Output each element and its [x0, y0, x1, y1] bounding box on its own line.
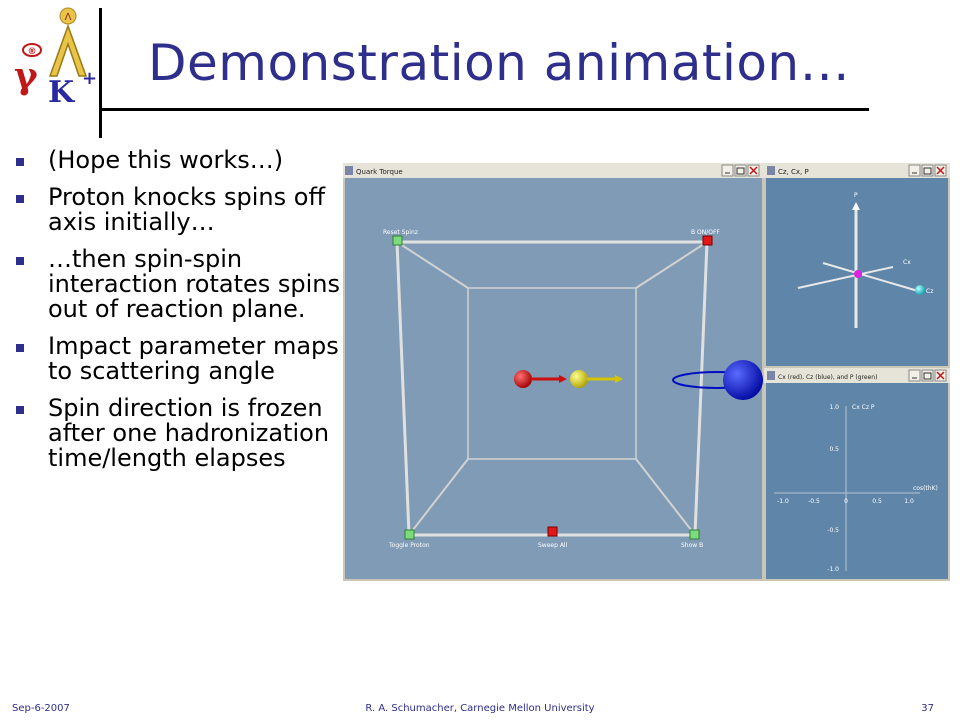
bullet-marker: [16, 257, 24, 265]
footer-page-number: 37: [921, 703, 934, 714]
quark-torque-window: [343, 163, 764, 581]
yellow-quark-sphere: [570, 370, 588, 388]
window-icon: [345, 166, 353, 175]
bullet-marker: [16, 195, 24, 203]
x-tick-label: -1.0: [777, 498, 789, 505]
red-quark-sphere: [514, 370, 532, 388]
spin-axes-window: [764, 163, 950, 368]
svg-text:®: ®: [27, 47, 37, 57]
bullet-marker: [16, 406, 24, 414]
b-onoff-toggle[interactable]: [703, 236, 712, 245]
minimize-button[interactable]: [722, 165, 733, 176]
close-button[interactable]: [935, 165, 946, 176]
simulation-screenshot: [343, 163, 950, 581]
sweep-all-label: Sweep All: [538, 542, 568, 549]
reset-spins-label: Reset Spinz: [383, 229, 418, 236]
close-button[interactable]: [935, 370, 946, 381]
bullet-item: …then spin-spin interaction rotates spins out of reaction plane.: [14, 247, 344, 322]
bullet-marker: [16, 344, 24, 352]
window-icon: [767, 371, 775, 380]
bullet-item: Proton knocks spins off axis initially…: [14, 185, 344, 235]
show-b-label: Show B: [681, 542, 704, 549]
close-button[interactable]: [748, 165, 759, 176]
y-tick-label: -1.0: [827, 566, 839, 573]
b-onoff-label: B ON/OFF: [691, 229, 720, 236]
reset-spins-toggle[interactable]: [393, 236, 402, 245]
window-title: Cx (red), Cz (blue), and P (green): [778, 374, 878, 381]
toggle-proton-toggle[interactable]: [405, 530, 414, 539]
axis-label-p: P: [854, 192, 858, 199]
x-tick-label: 0.5: [872, 498, 882, 505]
minimize-button[interactable]: [909, 165, 920, 176]
svg-text:Λ: Λ: [64, 12, 72, 23]
maximize-button[interactable]: [922, 165, 933, 176]
polarization-plot-window: [764, 368, 950, 581]
plot-xlabel: cos(thK): [913, 485, 938, 492]
footer-date: Sep-6-2007: [12, 703, 70, 714]
y-tick-label: 0.5: [829, 446, 839, 453]
bullet-marker: [16, 158, 24, 166]
title-horizontal-rule: [99, 108, 869, 111]
show-b-toggle[interactable]: [690, 530, 699, 539]
y-tick-label: -0.5: [827, 527, 839, 534]
bullet-item: Impact parameter maps to scattering angle: [14, 334, 344, 384]
x-tick-label: 1.0: [904, 498, 914, 505]
y-tick-label: 1.0: [829, 404, 839, 411]
gamma-kaon-logo: [10, 6, 100, 106]
logo-gamma: γ: [14, 55, 38, 97]
plot-legend: Cx Cz P: [852, 404, 875, 411]
minimize-button[interactable]: [909, 370, 920, 381]
window-title: Quark Torque: [356, 168, 403, 176]
footer-author: R. A. Schumacher, Carnegie Mellon University: [365, 703, 595, 714]
axis-label-cx: Cx: [903, 259, 911, 266]
title-vertical-rule: [99, 8, 102, 138]
maximize-button[interactable]: [922, 370, 933, 381]
x-tick-label: 0: [844, 498, 848, 505]
spin-vector-tip: [915, 285, 925, 295]
slide-title: Demonstration animation…: [148, 34, 851, 92]
origin-marker: [854, 270, 862, 278]
bullet-item: Spin direction is frozen after one hadronization time/length elapses: [14, 396, 344, 471]
logo-kaon: K: [48, 75, 75, 106]
maximize-button[interactable]: [735, 165, 746, 176]
window-icon: [767, 166, 775, 175]
proton-sphere: [723, 360, 763, 400]
x-tick-label: -0.5: [808, 498, 820, 505]
bullet-list: [14, 148, 344, 483]
sweep-all-toggle[interactable]: [548, 527, 557, 536]
logo-plus: +: [82, 68, 98, 89]
logo-lambda-figure: [50, 8, 86, 76]
axis-label-cz: Cz: [926, 288, 934, 295]
window-title: Cz, Cx, P: [778, 168, 809, 176]
bullet-item: (Hope this works…): [14, 148, 344, 173]
toggle-proton-label: Toggle Proton: [389, 542, 430, 549]
